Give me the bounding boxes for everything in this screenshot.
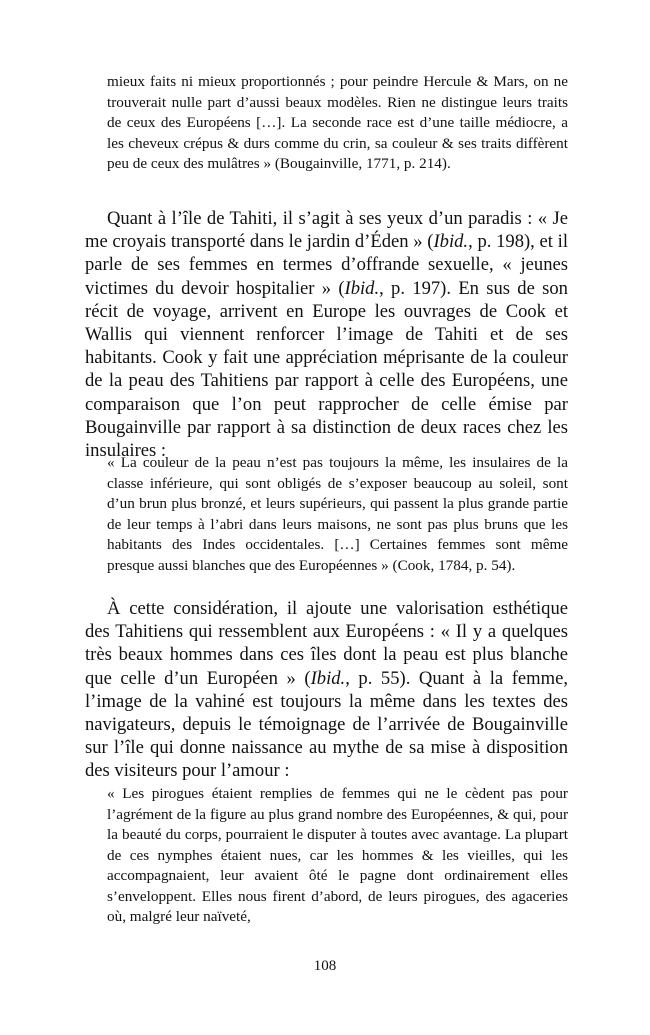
body-paragraph-tahiti [85,207,568,462]
ibid-citation: Ibid. [433,231,469,253]
ibid-citation: Ibid. [310,667,346,689]
body-paragraph-aesthetic [85,597,568,783]
ibid-citation: Ibid. [344,277,380,299]
paragraph-text: , p. 55). Quant à la femme, l’image de la vahiné est toujours la même dans les textes des navigateurs, depuis le témoignage de l’arrivée de Bougainville sur l’île qui donne naissance au mythe de sa mise à disposition des visiteurs pour l’amour : [85,667,568,782]
block-quote-cook: « La couleur de la peau n’est pas toujours la même, les insulaires de la classe inférieure, qui sont obligés de s’exposer beaucoup au soleil, sont d’un brun plus bronzé, et leurs supérieurs, qui passent la plus grande partie de leur temps à l’abri dans leurs maisons, ne sont pas plus bruns que les habitants des Indes occidentales. […] Certaines femmes sont même presque aussi blanches que des Européennes » (Cook, 1784, p. 54). [107,454,568,574]
paragraph-text: , p. 197). En sus de son récit de voyage, arrivent en Europe les ouvrages de Cook et Wallis qui viennent renforcer l’image de Tahiti et de ses habitants. Cook y fait une appréciation méprisante de la couleur de la peau des Tahitiens par rapport à celle des Européens, une comparaison que l’on peut rapprocher de celle émise par Bougainville par rapport à sa distinction de deux races chez les insulaires : [85,277,568,462]
paragraph-text: À cette considération, il ajoute une valorisation esthétique des Tahitiens qui ressemblent aux Européens : « Il y a quelques très beaux hommes dans ces îles dont la peau est plus blanche que celle d’un Européen » ( [85,598,568,689]
paragraph-text: Quant à l’île de Tahiti, il s’agit à ses yeux d’un paradis : « Je me croyais transporté dans le jardin d’Éden » ( [85,208,568,253]
paragraph-text: , p. 198), et il parle de ses femmes en termes d’offrande sexuelle, « jeunes victimes du devoir hospitalier » ( [85,231,569,299]
block-quote-bougainville: mieux faits ni mieux proportionnés ; pour peindre Hercule & Mars, on ne trouverait nulle part d’aussi beaux modèles. Rien ne distingue leurs traits de ceux des Européens […]. La seconde race est d’une taille médiocre, a les cheveux crépus & durs comme du crin, sa couleur & ses traits diffèrent peu de ceux des mulâtres » (Bougainville, 1771, p. 214). [107,73,568,172]
page-number: 108 [313,958,337,974]
block-quote-pirogues: « Les pirogues étaient remplies de femmes qui ne le cèdent pas pour l’agrément de la figure au plus grand nombre des Européennes, & qui, pour la beauté du corps, pourraient le disputer à toutes avec avantage. La plupart de ces nymphes étaient nues, car les hommes & les vieilles, qui les accompagnaient, leur avaient ôté le pagne dont ordinairement elles s’enveloppent. Elles nous firent d’abord, de leurs pirogues, des agaceries où, malgré leur naïveté, [107,785,568,925]
